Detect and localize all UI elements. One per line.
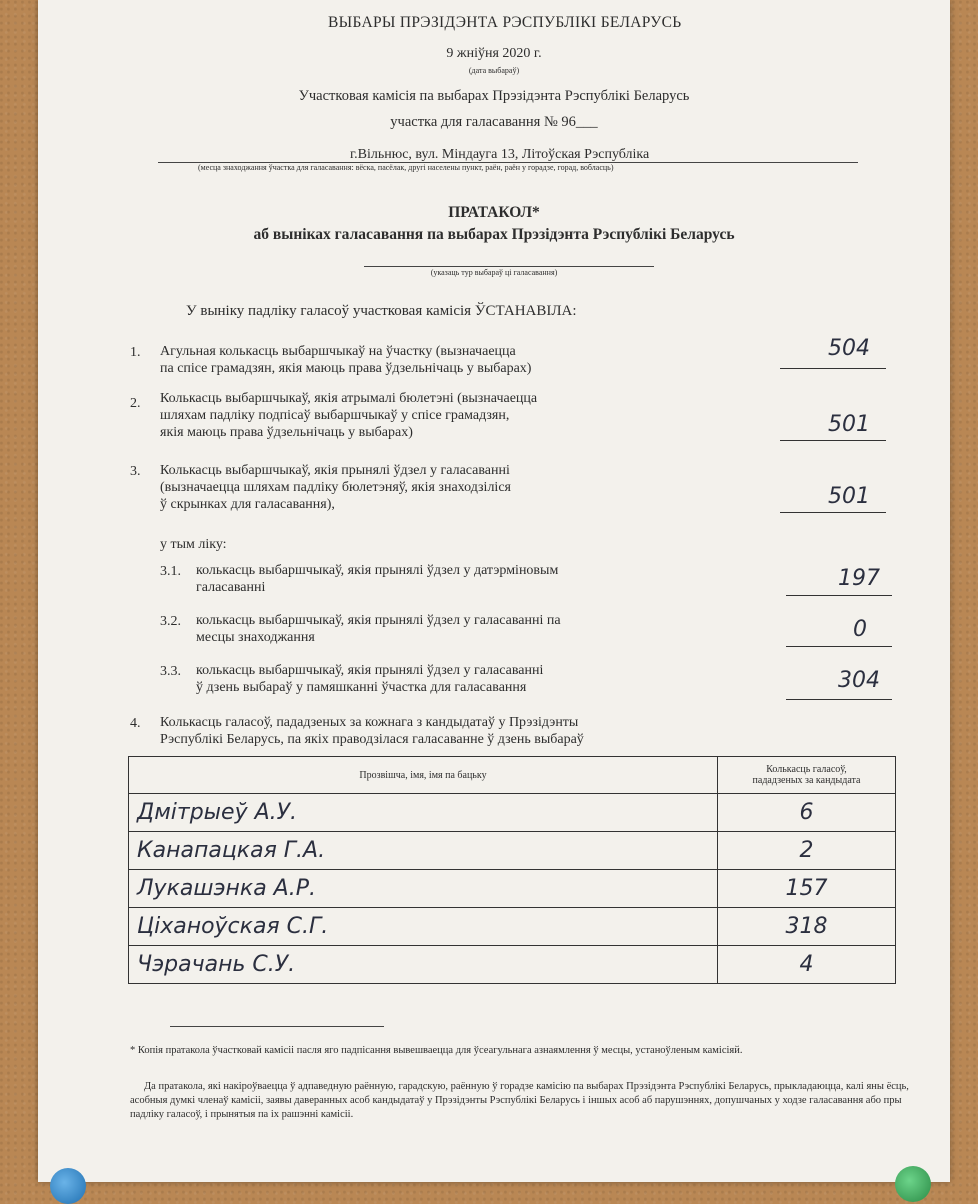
footnote-separator [170,1026,384,1027]
candidate-votes: 318 [718,908,896,946]
table-row [129,870,896,908]
protocol-sheet [38,0,950,1182]
candidate-name: Ціханоўская С.Г. [129,908,718,946]
column-header-votes-line2: пададзеных за кандыдата [752,775,861,786]
table-row [129,908,896,946]
candidate-votes: 2 [718,832,896,870]
subitem-text: колькасць выбаршчыкаў, якія прынялі ўдзел у галасаванні ў дзень выбараў у памяшканні ўчастка для галасавання [196,663,544,695]
candidate-name: Лукашэнка А.Р. [129,870,718,908]
table-row [129,946,896,984]
item-text: Агульная колькасць выбаршчыкаў на ўчастку (вызначаецца па спісе грамадзян, якія маюць права ўдзельнічаць у выбарах) [160,344,532,376]
subitem-text: колькасць выбаршчыкаў, якія прынялі ўдзел у галасаванні па месцы знаходжання [196,613,561,645]
subitem-number: 3.1. [160,564,181,579]
item-value: 504 [828,336,870,361]
tour-caption: (указаць тур выбараў ці галасавання) [430,268,558,277]
item-text: Колькасць выбаршчыкаў, якія атрымалі бюлетэні (вызначаецца шляхам падліку подпісаў выбаршчыкаў у спісе грамадзян, якія маюць права ўдзельнічаць у выбарах) [160,391,538,440]
candidate-name: Чэрачань С.У. [129,946,718,984]
commission-name: Участковая камісія па выбарах Прэзідэнта Рэспублікі Беларусь [298,88,690,104]
answer-line [786,646,892,647]
item-text: Колькасць выбаршчыкаў, якія прынялі ўдзел у галасаванні (вызначаецца шляхам падліку бюлетэняў, якія знаходзіліся ў скрынках для галасавання), [160,463,511,512]
address-caption: (месца знаходжання ўчастка для галасавання: вёска, пасёлак, другі населены пункт, раён, раён у горадзе, горад, вобласць) [198,163,614,172]
answer-line [780,512,886,513]
subitem-number: 3.3. [160,664,181,679]
push-pin-icon [895,1166,931,1202]
candidate-name: Канапацкая Г.А. [129,832,718,870]
polling-station-address: г.Вільнюс, вул. Міндаугa 13, Літоўская Рэспубліка [350,147,650,162]
protocol-title: ПРАТАКОЛ* [448,204,540,221]
polling-station-number: участка для галасавання № 96___ [390,114,598,130]
tour-underline [364,266,654,267]
subitem-number: 3.2. [160,614,181,629]
item-number: 2. [130,396,141,411]
footnote-1: * Копія пратакола ўчастковай камісіі пасля яго падпісання вывешваецца для ўсеагульнага азнаямлення ў месцы, устаноўленым камісіяй. [130,1045,743,1056]
subitem-value: 0 [853,617,867,642]
push-pin-icon [50,1168,86,1204]
answer-line [786,595,892,596]
election-title: ВЫБАРЫ ПРЭЗІДЭНТА РЭСПУБЛІКІ БЕЛАРУСЬ [328,14,682,31]
item-value: 501 [828,412,870,437]
column-header-name: Прозвішча, імя, імя па бацьку [129,757,718,794]
answer-line [780,368,886,369]
candidate-votes: 6 [718,794,896,832]
election-date: 9 жніўня 2020 г. [446,46,542,61]
footnote-2: Да пратакола, які накіроўваецца ў адпаведную раённую, гарадскую, раённую ў горадзе камісію па выбарах Прэзідэнта Рэспублікі Беларусь, прыкладаюцца, калі яны ёсць, асобныя думкі членаў камісіі, заявы даверанных асоб кандыдатаў у Прэзідэнты Рэспублікі Беларусь і іншых асоб аб парушэннях, допушчаных у ходзе галасавання або пры падліку галасоў, і прынятыя па іх рашэнні камісіі. [130,1081,909,1120]
table-header-row [129,757,896,794]
column-header-votes [718,757,896,794]
candidate-votes: 4 [718,946,896,984]
table-row [129,794,896,832]
table-row [129,832,896,870]
candidate-name: Дмітрыеў А.У. [129,794,718,832]
subitem-value: 304 [838,668,880,693]
item-number: 4. [130,716,141,731]
date-caption: (дата выбараў) [468,66,520,75]
item-text: Колькасць галасоў, пададзеных за кожнага з кандыдатаў у Прэзідэнты Рэспублікі Беларусь, па якіх праводзілася галасаванне ў дзень выбараў [160,715,584,747]
item-value: 501 [828,484,870,509]
column-header-votes-line1: Колькасць галасоў, [766,764,847,775]
protocol-subtitle: аб выніках галасавання па выбарах Прэзідэнта Рэспублікі Беларусь [253,226,735,243]
candidate-votes-table [128,756,896,984]
subitem-value: 197 [838,566,880,591]
established-heading: У выніку падліку галасоў участковая камісія ЎСТАНАВІЛА: [186,303,577,319]
including-label: у тым ліку: [160,537,227,552]
answer-line [780,440,886,441]
candidate-votes: 157 [718,870,896,908]
item-number: 3. [130,464,141,479]
item-number: 1. [130,345,141,360]
subitem-text: колькасць выбаршчыкаў, якія прынялі ўдзел у датэрміновым галасаванні [196,563,559,595]
answer-line [786,699,892,700]
